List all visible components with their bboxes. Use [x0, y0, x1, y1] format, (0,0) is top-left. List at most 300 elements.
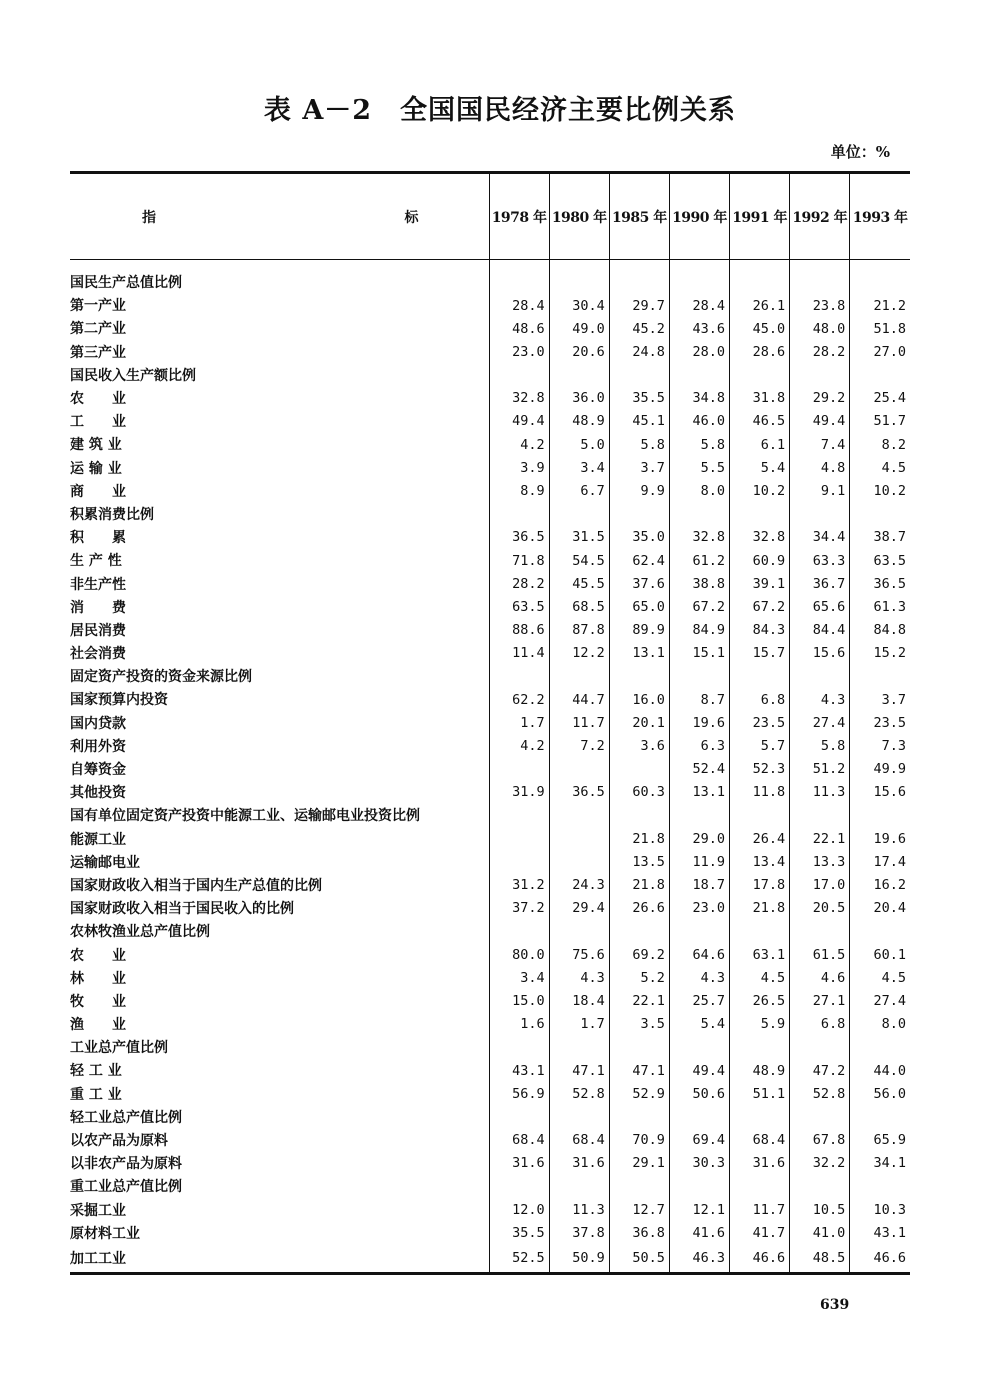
value-cell: 25.7: [669, 990, 729, 1013]
value-cell: [730, 1176, 790, 1199]
table-row: [70, 689, 910, 712]
table-row: [70, 805, 910, 828]
table-row: [70, 967, 910, 990]
table-row: [70, 1060, 910, 1083]
value-cell: 46.6: [850, 1245, 910, 1273]
value-cell: [790, 364, 850, 387]
value-cell: 63.5: [489, 596, 549, 619]
value-cell: 1.7: [489, 712, 549, 735]
value-cell: 37.6: [609, 573, 669, 596]
row-label: 工业总产值比例: [70, 1040, 168, 1057]
row-label: 农林牧渔业总产值比例: [70, 924, 210, 941]
value-cell: 84.9: [669, 619, 729, 642]
value-cell: 6.7: [549, 480, 609, 503]
value-cell: 87.8: [549, 619, 609, 642]
value-cell: [489, 1037, 549, 1060]
value-cell: 27.1: [790, 990, 850, 1013]
value-cell: 62.4: [609, 550, 669, 573]
table-row: [70, 1245, 910, 1273]
value-cell: 51.2: [790, 758, 850, 781]
value-cell: 6.1: [730, 434, 790, 457]
value-cell: [609, 666, 669, 689]
row-label: 以非农产品为原料: [70, 1156, 182, 1173]
value-cell: 6.8: [730, 689, 790, 712]
table-row: [70, 735, 910, 758]
value-cell: 3.9: [489, 457, 549, 480]
value-cell: 15.7: [730, 643, 790, 666]
value-cell: 52.8: [549, 1083, 609, 1106]
value-cell: [609, 1106, 669, 1129]
value-cell: 15.0: [489, 990, 549, 1013]
row-label: 轻 工 业: [70, 1063, 122, 1080]
value-cell: 37.8: [549, 1222, 609, 1245]
value-cell: [609, 272, 669, 295]
row-label: 国家预算内投资: [70, 692, 168, 709]
value-cell: 28.2: [489, 573, 549, 596]
year-header: 1978 年: [489, 173, 549, 260]
value-cell: [669, 272, 729, 295]
value-cell: 64.6: [669, 944, 729, 967]
value-cell: 61.5: [790, 944, 850, 967]
value-cell: 5.2: [609, 967, 669, 990]
value-cell: 5.9: [730, 1014, 790, 1037]
value-cell: [669, 805, 729, 828]
value-cell: 13.1: [669, 782, 729, 805]
value-cell: 71.8: [489, 550, 549, 573]
year-header: 1985 年: [609, 173, 669, 260]
value-cell: 4.2: [489, 434, 549, 457]
value-cell: [730, 921, 790, 944]
value-cell: 11.3: [790, 782, 850, 805]
value-cell: 7.2: [549, 735, 609, 758]
table-header-row: [70, 173, 910, 260]
indicator-header: [70, 173, 489, 260]
row-label: 第二产业: [70, 321, 126, 338]
value-cell: 49.9: [850, 758, 910, 781]
table-row: [70, 828, 910, 851]
value-cell: [549, 828, 609, 851]
value-cell: 67.2: [730, 596, 790, 619]
value-cell: [549, 666, 609, 689]
row-label: 原材料工业: [70, 1225, 140, 1242]
value-cell: [790, 805, 850, 828]
value-cell: 89.9: [609, 619, 669, 642]
value-cell: [549, 805, 609, 828]
value-cell: 61.2: [669, 550, 729, 573]
value-cell: 63.1: [730, 944, 790, 967]
value-cell: 44.0: [850, 1060, 910, 1083]
table-row: [70, 480, 910, 503]
value-cell: [850, 921, 910, 944]
table-row: [70, 1176, 910, 1199]
row-label: 重工业总产值比例: [70, 1179, 182, 1196]
table-row: [70, 1014, 910, 1037]
value-cell: 60.3: [609, 782, 669, 805]
value-cell: [609, 805, 669, 828]
value-cell: 4.6: [790, 967, 850, 990]
table-row: [70, 550, 910, 573]
value-cell: 54.5: [549, 550, 609, 573]
value-cell: 68.4: [730, 1129, 790, 1152]
value-cell: 4.8: [790, 457, 850, 480]
value-cell: 49.4: [489, 411, 549, 434]
value-cell: 3.6: [609, 735, 669, 758]
value-cell: 26.6: [609, 898, 669, 921]
value-cell: 13.5: [609, 851, 669, 874]
value-cell: 10.2: [730, 480, 790, 503]
row-label: 重 工 业: [70, 1086, 122, 1103]
year-header: 1990 年: [669, 173, 729, 260]
value-cell: 17.0: [790, 874, 850, 897]
row-label: 农 业: [70, 947, 126, 964]
value-cell: 21.8: [730, 898, 790, 921]
value-cell: 11.3: [549, 1199, 609, 1222]
row-label: 固定资产投资的资金来源比例: [70, 669, 252, 686]
year-header: 1980 年: [549, 173, 609, 260]
value-cell: 68.4: [549, 1129, 609, 1152]
value-cell: [489, 851, 549, 874]
value-cell: 46.5: [730, 411, 790, 434]
table-row: [70, 782, 910, 805]
value-cell: 84.8: [850, 619, 910, 642]
row-label: 农 业: [70, 391, 126, 408]
value-cell: 32.8: [489, 387, 549, 410]
value-cell: 45.2: [609, 318, 669, 341]
value-cell: 3.7: [609, 457, 669, 480]
value-cell: 30.3: [669, 1153, 729, 1176]
table-row: [70, 619, 910, 642]
spacer-row: [70, 260, 910, 272]
value-cell: 70.9: [609, 1129, 669, 1152]
value-cell: 49.4: [790, 411, 850, 434]
value-cell: 36.8: [609, 1222, 669, 1245]
value-cell: [489, 1106, 549, 1129]
table-row: [70, 1106, 910, 1129]
value-cell: [549, 272, 609, 295]
value-cell: [790, 1176, 850, 1199]
value-cell: 9.9: [609, 480, 669, 503]
value-cell: 17.8: [730, 874, 790, 897]
value-cell: 65.0: [609, 596, 669, 619]
value-cell: [609, 364, 669, 387]
value-cell: 4.3: [549, 967, 609, 990]
value-cell: 23.0: [489, 341, 549, 364]
row-label: 积 累: [70, 530, 126, 547]
row-label: 国有单位固定资产投资中能源工业、运输邮电业投资比例: [70, 808, 420, 825]
value-cell: 5.8: [609, 434, 669, 457]
value-cell: [790, 666, 850, 689]
row-label: 轻工业总产值比例: [70, 1109, 182, 1126]
table-row: [70, 990, 910, 1013]
table-row: [70, 1153, 910, 1176]
value-cell: 65.9: [850, 1129, 910, 1152]
row-label: 渔 业: [70, 1017, 126, 1034]
value-cell: 50.5: [609, 1245, 669, 1273]
row-label: 以农产品为原料: [70, 1133, 168, 1150]
value-cell: 8.9: [489, 480, 549, 503]
value-cell: 19.6: [850, 828, 910, 851]
value-cell: 10.2: [850, 480, 910, 503]
table-row: [70, 666, 910, 689]
value-cell: 37.2: [489, 898, 549, 921]
row-label: 采掘工业: [70, 1202, 126, 1219]
table-row: [70, 387, 910, 410]
value-cell: 29.2: [790, 387, 850, 410]
value-cell: 36.5: [850, 573, 910, 596]
value-cell: 31.2: [489, 874, 549, 897]
value-cell: 30.4: [549, 295, 609, 318]
value-cell: 47.2: [790, 1060, 850, 1083]
table-row: [70, 1199, 910, 1222]
table-row: [70, 527, 910, 550]
value-cell: [850, 1037, 910, 1060]
value-cell: 5.4: [669, 1014, 729, 1037]
value-cell: 31.5: [549, 527, 609, 550]
value-cell: 88.6: [489, 619, 549, 642]
value-cell: 35.0: [609, 527, 669, 550]
row-label: 积累消费比例: [70, 506, 154, 523]
value-cell: 31.9: [489, 782, 549, 805]
row-label: 利用外资: [70, 738, 126, 755]
value-cell: 11.4: [489, 643, 549, 666]
value-cell: [850, 666, 910, 689]
value-cell: [850, 364, 910, 387]
value-cell: 3.4: [489, 967, 549, 990]
row-label: 国内贷款: [70, 715, 126, 732]
value-cell: 22.1: [609, 990, 669, 1013]
value-cell: [850, 1176, 910, 1199]
value-cell: [489, 364, 549, 387]
page-number: 639: [820, 1297, 850, 1313]
value-cell: 26.1: [730, 295, 790, 318]
value-cell: [669, 1106, 729, 1129]
row-label: 第一产业: [70, 298, 126, 315]
value-cell: 4.5: [850, 967, 910, 990]
value-cell: [850, 805, 910, 828]
value-cell: [489, 503, 549, 526]
table-row: [70, 712, 910, 735]
value-cell: 48.9: [549, 411, 609, 434]
value-cell: [549, 1037, 609, 1060]
value-cell: 26.5: [730, 990, 790, 1013]
value-cell: [489, 805, 549, 828]
value-cell: 48.6: [489, 318, 549, 341]
value-cell: 48.5: [790, 1245, 850, 1273]
value-cell: 6.3: [669, 735, 729, 758]
row-label: 消 费: [70, 599, 126, 616]
value-cell: [790, 503, 850, 526]
row-label: 建 筑 业: [70, 437, 122, 454]
value-cell: 10.5: [790, 1199, 850, 1222]
value-cell: 8.0: [669, 480, 729, 503]
value-cell: 23.0: [669, 898, 729, 921]
value-cell: 25.4: [850, 387, 910, 410]
value-cell: 1.6: [489, 1014, 549, 1037]
value-cell: 69.2: [609, 944, 669, 967]
value-cell: 3.4: [549, 457, 609, 480]
value-cell: [669, 1176, 729, 1199]
value-cell: 31.6: [730, 1153, 790, 1176]
value-cell: [669, 503, 729, 526]
value-cell: 23.8: [790, 295, 850, 318]
value-cell: 48.0: [790, 318, 850, 341]
value-cell: 13.3: [790, 851, 850, 874]
value-cell: 5.0: [549, 434, 609, 457]
value-cell: 84.4: [790, 619, 850, 642]
value-cell: 28.6: [730, 341, 790, 364]
value-cell: 9.1: [790, 480, 850, 503]
value-cell: 6.8: [790, 1014, 850, 1037]
value-cell: 4.2: [489, 735, 549, 758]
value-cell: [489, 921, 549, 944]
value-cell: 29.1: [609, 1153, 669, 1176]
value-cell: 43.1: [850, 1222, 910, 1245]
row-label: 运输邮电业: [70, 854, 140, 871]
value-cell: 41.0: [790, 1222, 850, 1245]
value-cell: 43.6: [669, 318, 729, 341]
value-cell: [549, 851, 609, 874]
unit-label: 单位：%: [830, 143, 890, 161]
value-cell: 75.6: [549, 944, 609, 967]
row-label: 非生产性: [70, 576, 126, 593]
value-cell: 32.8: [669, 527, 729, 550]
value-cell: 35.5: [609, 387, 669, 410]
value-cell: 31.6: [489, 1153, 549, 1176]
value-cell: 26.4: [730, 828, 790, 851]
value-cell: 41.6: [669, 1222, 729, 1245]
table-row: [70, 434, 910, 457]
value-cell: [790, 921, 850, 944]
value-cell: 34.4: [790, 527, 850, 550]
value-cell: 7.4: [790, 434, 850, 457]
value-cell: 32.2: [790, 1153, 850, 1176]
value-cell: 31.6: [549, 1153, 609, 1176]
value-cell: 56.9: [489, 1083, 549, 1106]
value-cell: [489, 828, 549, 851]
row-label: 自筹资金: [70, 762, 126, 779]
value-cell: 60.9: [730, 550, 790, 573]
value-cell: 44.7: [549, 689, 609, 712]
value-cell: 12.0: [489, 1199, 549, 1222]
table-row: [70, 898, 910, 921]
value-cell: 12.1: [669, 1199, 729, 1222]
value-cell: 29.4: [549, 898, 609, 921]
value-cell: 22.1: [790, 828, 850, 851]
value-cell: 52.3: [730, 758, 790, 781]
value-cell: 38.7: [850, 527, 910, 550]
value-cell: 46.3: [669, 1245, 729, 1273]
value-cell: 5.7: [730, 735, 790, 758]
value-cell: 18.4: [549, 990, 609, 1013]
value-cell: 3.5: [609, 1014, 669, 1037]
row-label: 国家财政收入相当于国民收入的比例: [70, 901, 294, 918]
value-cell: [850, 272, 910, 295]
row-label: 国家财政收入相当于国内生产总值的比例: [70, 877, 322, 894]
value-cell: 1.7: [549, 1014, 609, 1037]
value-cell: 47.1: [609, 1060, 669, 1083]
value-cell: [489, 666, 549, 689]
value-cell: [549, 364, 609, 387]
value-cell: 49.4: [669, 1060, 729, 1083]
value-cell: 52.8: [790, 1083, 850, 1106]
indicator-header-left: 指: [142, 209, 156, 226]
row-label: 商 业: [70, 483, 126, 500]
value-cell: 5.8: [790, 735, 850, 758]
value-cell: 28.4: [489, 295, 549, 318]
value-cell: [549, 503, 609, 526]
value-cell: 11.9: [669, 851, 729, 874]
value-cell: 28.0: [669, 341, 729, 364]
value-cell: 67.2: [669, 596, 729, 619]
value-cell: 65.6: [790, 596, 850, 619]
value-cell: [730, 805, 790, 828]
value-cell: 20.6: [549, 341, 609, 364]
value-cell: 18.7: [669, 874, 729, 897]
value-cell: 45.0: [730, 318, 790, 341]
table-row: [70, 318, 910, 341]
table-row: [70, 272, 910, 295]
table-body: [70, 260, 910, 1274]
value-cell: 24.8: [609, 341, 669, 364]
value-cell: 34.1: [850, 1153, 910, 1176]
value-cell: 34.8: [669, 387, 729, 410]
table-row: [70, 921, 910, 944]
value-cell: 36.7: [790, 573, 850, 596]
value-cell: 10.3: [850, 1199, 910, 1222]
value-cell: 8.2: [850, 434, 910, 457]
page-title: 表 A－2 全国国民经济主要比例关系: [263, 95, 737, 126]
value-cell: 63.3: [790, 550, 850, 573]
value-cell: 4.3: [669, 967, 729, 990]
value-cell: 36.0: [549, 387, 609, 410]
value-cell: 38.8: [669, 573, 729, 596]
value-cell: 4.3: [790, 689, 850, 712]
row-label: 社会消费: [70, 646, 126, 663]
value-cell: 61.3: [850, 596, 910, 619]
value-cell: 49.0: [549, 318, 609, 341]
value-cell: [669, 921, 729, 944]
table-row: [70, 411, 910, 434]
value-cell: [730, 364, 790, 387]
value-cell: 52.9: [609, 1083, 669, 1106]
value-cell: 15.1: [669, 643, 729, 666]
table-row: [70, 1037, 910, 1060]
value-cell: [669, 1037, 729, 1060]
table-row: [70, 643, 910, 666]
value-cell: [790, 272, 850, 295]
row-label: 牧 业: [70, 993, 126, 1010]
value-cell: [549, 1106, 609, 1129]
value-cell: 50.9: [549, 1245, 609, 1273]
value-cell: 84.3: [730, 619, 790, 642]
value-cell: 28.2: [790, 341, 850, 364]
value-cell: 20.1: [609, 712, 669, 735]
value-cell: [730, 1037, 790, 1060]
value-cell: 27.4: [850, 990, 910, 1013]
table-row: [70, 457, 910, 480]
value-cell: 29.0: [669, 828, 729, 851]
value-cell: [730, 666, 790, 689]
value-cell: [669, 364, 729, 387]
value-cell: [790, 1037, 850, 1060]
value-cell: 41.7: [730, 1222, 790, 1245]
value-cell: 5.4: [730, 457, 790, 480]
ratio-table: [70, 171, 910, 1275]
value-cell: 29.7: [609, 295, 669, 318]
value-cell: 15.6: [790, 643, 850, 666]
value-cell: 17.4: [850, 851, 910, 874]
value-cell: [850, 503, 910, 526]
